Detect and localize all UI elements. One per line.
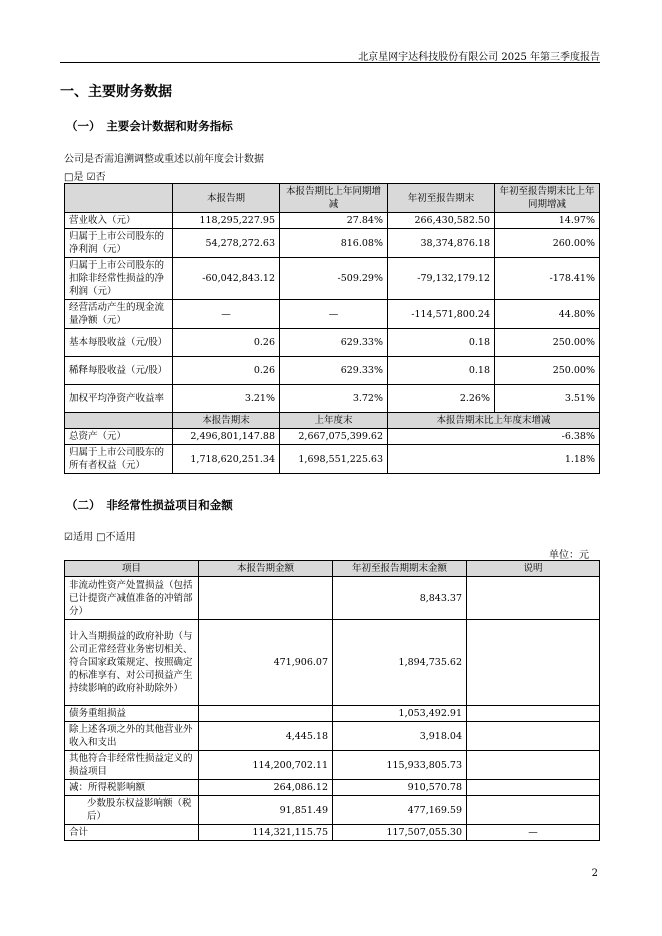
row-label: 除上述各项之外的其他营业外收入和支出 bbox=[65, 722, 199, 751]
cell-value: 477,169.59 bbox=[333, 796, 467, 825]
table-row bbox=[65, 429, 600, 445]
cell-value: 2,496,801,147.88 bbox=[173, 429, 280, 445]
subsection-title-1: （一） 主要会计数据和财务指标 bbox=[66, 119, 233, 133]
cell-value: 1,698,551,225.63 bbox=[280, 445, 388, 474]
row-label: 归属于上市公司股东的扣除非经常性损益的净利润（元） bbox=[65, 258, 173, 300]
cell-value: 0.18 bbox=[388, 357, 495, 385]
table-header-row bbox=[65, 184, 600, 213]
cell-value: 2,667,075,399.62 bbox=[280, 429, 388, 445]
cell-value: 0.26 bbox=[173, 357, 280, 385]
table-row bbox=[65, 620, 600, 706]
cell-value: 114,321,115.75 bbox=[199, 825, 333, 841]
non-recurring-items-table bbox=[64, 560, 600, 841]
cell-note bbox=[467, 577, 600, 620]
cell-note bbox=[467, 796, 600, 825]
cell-value: — bbox=[173, 300, 280, 329]
header-cell: 上年度末 bbox=[280, 413, 388, 429]
cell-value: 0.18 bbox=[388, 329, 495, 357]
page-header: 北京星网宇达科技股份有限公司 2025 年第三季度报告 bbox=[358, 52, 600, 63]
row-label: 减：所得税影响额 bbox=[65, 780, 199, 796]
cell-value: 117,507,055.30 bbox=[333, 825, 467, 841]
header-cell: 说明 bbox=[467, 561, 600, 577]
row-label: 归属于上市公司股东的所有者权益（元） bbox=[65, 445, 173, 474]
table-row bbox=[65, 229, 600, 258]
restate-options: □是 ☑否 bbox=[64, 172, 106, 183]
table-row bbox=[65, 706, 600, 722]
table-total-row bbox=[65, 825, 600, 841]
row-label: 合计 bbox=[65, 825, 199, 841]
table-row bbox=[65, 445, 600, 474]
header-cell: 项目 bbox=[65, 561, 199, 577]
cell-value: 250.00% bbox=[495, 329, 600, 357]
cell-value: 4,445.18 bbox=[199, 722, 333, 751]
table-row bbox=[65, 780, 600, 796]
cell-value: 3.21% bbox=[173, 385, 280, 413]
table-row bbox=[65, 357, 600, 385]
table-row bbox=[65, 751, 600, 780]
cell-value: — bbox=[280, 300, 388, 329]
cell-value: 1,053,492.91 bbox=[333, 706, 467, 722]
row-label: 债务重组损益 bbox=[65, 706, 199, 722]
header-cell: 本报告期末 bbox=[173, 413, 280, 429]
header-cell bbox=[65, 413, 173, 429]
cell-note bbox=[467, 620, 600, 706]
row-label: 少数股东权益影响额（税后） bbox=[65, 796, 199, 825]
cell-value: 266,430,582.50 bbox=[388, 213, 495, 229]
cell-value: 260.00% bbox=[495, 229, 600, 258]
financial-data-table bbox=[64, 183, 600, 474]
cell-value: -114,571,800.24 bbox=[388, 300, 495, 329]
table-row bbox=[65, 796, 600, 825]
table-row bbox=[65, 577, 600, 620]
row-label: 非流动性资产处置损益（包括已计提资产减值准备的冲销部分） bbox=[65, 577, 199, 620]
cell-note bbox=[467, 706, 600, 722]
cell-value: 38,374,876.18 bbox=[388, 229, 495, 258]
cell-value: 14.97% bbox=[495, 213, 600, 229]
header-rule bbox=[60, 62, 600, 63]
header-cell: 年初至报告期期末金额 bbox=[333, 561, 467, 577]
cell-value: 629.33% bbox=[280, 357, 388, 385]
cell-value: 115,933,805.73 bbox=[333, 751, 467, 780]
header-cell: 本报告期末比上年度末增减 bbox=[388, 413, 600, 429]
section-title: 一、主要财务数据 bbox=[60, 84, 172, 100]
row-label: 计入当期损益的政府补助（与公司正常经营业务密切相关、符合国家政策规定、按照确定的标准享有、对公司损益产生持续影响的政府补助除外） bbox=[65, 620, 199, 706]
cell-value: 1,894,735.62 bbox=[333, 620, 467, 706]
cell-value: -509.29% bbox=[280, 258, 388, 300]
row-label: 稀释每股收益（元/股） bbox=[65, 357, 173, 385]
table-row bbox=[65, 258, 600, 300]
row-label: 营业收入（元） bbox=[65, 213, 173, 229]
applicable-options: ☑适用 □不适用 bbox=[64, 532, 136, 543]
row-label: 加权平均净资产收益率 bbox=[65, 385, 173, 413]
cell-value: 27.84% bbox=[280, 213, 388, 229]
cell-value bbox=[199, 706, 333, 722]
cell-value: 250.00% bbox=[495, 357, 600, 385]
header-cell: 年初至报告期末 bbox=[388, 184, 495, 213]
cell-note bbox=[467, 780, 600, 796]
table-row bbox=[65, 329, 600, 357]
cell-value bbox=[199, 577, 333, 620]
subsection-title-2: （二） 非经常性损益项目和金额 bbox=[66, 498, 233, 512]
table-row bbox=[65, 385, 600, 413]
cell-note bbox=[467, 722, 600, 751]
cell-value: 0.26 bbox=[173, 329, 280, 357]
table-subheader-row bbox=[65, 413, 600, 429]
row-label: 基本每股收益（元/股） bbox=[65, 329, 173, 357]
table-header-row bbox=[65, 561, 600, 577]
cell-value: 471,906.07 bbox=[199, 620, 333, 706]
cell-value: -6.38% bbox=[388, 429, 600, 445]
header-cell: 年初至报告期末比上年同期增减 bbox=[495, 184, 600, 213]
cell-value: 1,718,620,251.34 bbox=[173, 445, 280, 474]
table-row bbox=[65, 300, 600, 329]
cell-value: 114,200,702.11 bbox=[199, 751, 333, 780]
header-cell: 本报告期金额 bbox=[199, 561, 333, 577]
row-label: 其他符合非经常性损益定义的损益项目 bbox=[65, 751, 199, 780]
cell-value: 3.51% bbox=[495, 385, 600, 413]
table-row bbox=[65, 722, 600, 751]
restate-question: 公司是否需追溯调整或重述以前年度会计数据 bbox=[64, 154, 264, 165]
cell-value: 8,843.37 bbox=[333, 577, 467, 620]
cell-value: 3,918.04 bbox=[333, 722, 467, 751]
cell-value: 264,086.12 bbox=[199, 780, 333, 796]
cell-value: 91,851.49 bbox=[199, 796, 333, 825]
cell-value: -178.41% bbox=[495, 258, 600, 300]
row-label: 归属于上市公司股东的净利润（元） bbox=[65, 229, 173, 258]
header-cell: 本报告期比上年同期增减 bbox=[280, 184, 388, 213]
cell-value: 1.18% bbox=[388, 445, 600, 474]
cell-note: — bbox=[467, 825, 600, 841]
cell-value: 2.26% bbox=[388, 385, 495, 413]
cell-value: 44.80% bbox=[495, 300, 600, 329]
cell-value: 3.72% bbox=[280, 385, 388, 413]
row-label: 总资产（元） bbox=[65, 429, 173, 445]
header-cell bbox=[65, 184, 173, 213]
cell-value: 118,295,227.95 bbox=[173, 213, 280, 229]
cell-value: 54,278,272.63 bbox=[173, 229, 280, 258]
cell-note bbox=[467, 751, 600, 780]
cell-value: 629.33% bbox=[280, 329, 388, 357]
cell-value: 910,570.78 bbox=[333, 780, 467, 796]
cell-value: -60,042,843.12 bbox=[173, 258, 280, 300]
header-cell: 本报告期 bbox=[173, 184, 280, 213]
unit-label: 单位：元 bbox=[549, 550, 589, 561]
page-number: 2 bbox=[591, 868, 598, 879]
table-row bbox=[65, 213, 600, 229]
cell-value: -79,132,179.12 bbox=[388, 258, 495, 300]
row-label: 经营活动产生的现金流量净额（元） bbox=[65, 300, 173, 329]
cell-value: 816.08% bbox=[280, 229, 388, 258]
